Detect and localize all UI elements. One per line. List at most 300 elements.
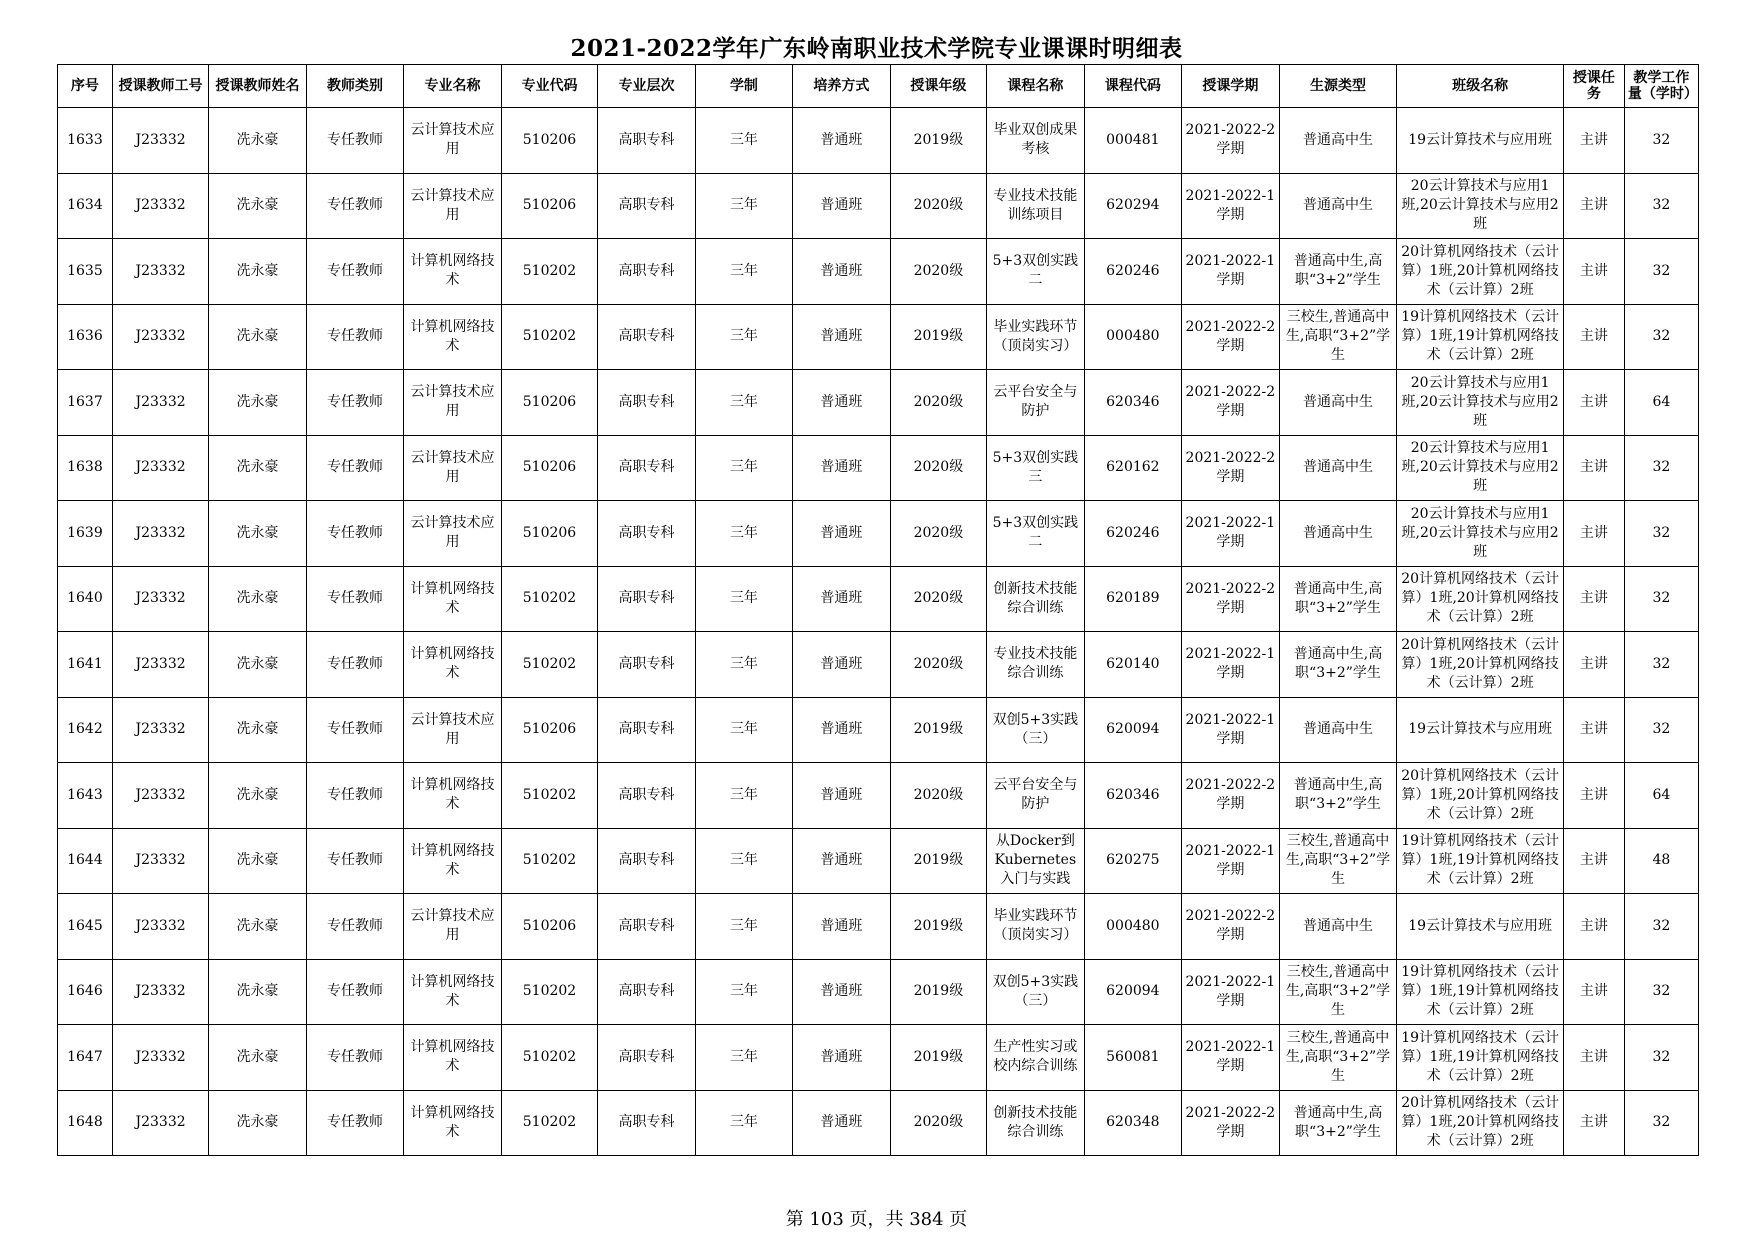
cell-text: 2019级 [913, 983, 964, 1000]
table-cell [1279, 304, 1397, 370]
table-cell [793, 894, 890, 960]
table-cell [501, 632, 597, 698]
table-cell [987, 566, 1084, 632]
cell-text: 专任教师 [327, 590, 384, 607]
cell-text: 计算机网络技术 [410, 580, 495, 616]
cell-text: J23332 [135, 459, 186, 476]
cell-text: 主讲 [1579, 721, 1608, 738]
table-cell [890, 108, 986, 174]
cell-text: 三年 [729, 852, 758, 869]
column-header: 培养方式 [793, 65, 890, 108]
table-cell [501, 697, 597, 763]
cell-text: 云计算技术应用 [410, 908, 495, 944]
table-cell [209, 108, 306, 174]
cell-text: 普通班 [820, 786, 863, 803]
table-cell [58, 501, 113, 567]
table-cell [1084, 697, 1181, 763]
cell-text: 冼永豪 [236, 393, 279, 410]
table-cell [1563, 632, 1624, 698]
cell-text: 计算机网络技术 [410, 842, 495, 878]
table-cell [1624, 894, 1698, 960]
cell-text: 620346 [1106, 786, 1160, 803]
cell-text: 专任教师 [327, 983, 384, 1000]
table-cell [112, 566, 208, 632]
cell-text: 2021-2022-2学期 [1185, 318, 1276, 354]
cell-text: 高职专科 [618, 131, 675, 148]
cell-text: 云计算技术应用 [410, 384, 495, 420]
table-cell [1397, 894, 1564, 960]
column-header: 序号 [58, 65, 113, 108]
cell-text: 1633 [67, 131, 103, 148]
cell-text: 510206 [522, 524, 577, 541]
table-cell [1563, 697, 1624, 763]
cell-text: 2021-2022-1学期 [1185, 711, 1276, 747]
table-cell [1563, 763, 1624, 829]
cell-text: 20云计算技术与应用1班,20云计算技术与应用2班 [1401, 440, 1559, 495]
table-cell [793, 632, 890, 698]
cell-text: 毕业实践环节（顶岗实习） [993, 908, 1078, 944]
table-cell [1624, 959, 1698, 1025]
cell-text: 冼永豪 [236, 721, 279, 738]
table-row [58, 108, 1699, 174]
table-cell [112, 697, 208, 763]
cell-text: 创新技术技能综合训练 [993, 580, 1078, 616]
table-cell [1563, 1090, 1624, 1156]
table-cell [112, 370, 208, 436]
table-cell [501, 763, 597, 829]
table-cell [209, 304, 306, 370]
cell-text: 专任教师 [327, 1114, 384, 1131]
table-cell [1624, 370, 1698, 436]
table-cell [112, 828, 208, 894]
table-cell [404, 894, 501, 960]
cell-text: 32 [1652, 328, 1671, 345]
cell-text: 2021-2022-2学期 [1185, 1104, 1276, 1140]
cell-text: 普通高中生,高职“3+2”学生 [1293, 777, 1383, 813]
cell-text: 普通班 [820, 524, 863, 541]
table-cell [58, 435, 113, 501]
table-cell [1084, 239, 1181, 305]
table-cell [890, 1090, 986, 1156]
cell-text: 510206 [522, 459, 577, 476]
cell-text: 5+3双创实践二 [992, 253, 1079, 289]
cell-text: 三年 [729, 328, 758, 345]
table-cell [1624, 304, 1698, 370]
table-cell [1084, 370, 1181, 436]
cell-text: 普通班 [820, 393, 863, 410]
table-cell [1397, 1025, 1564, 1091]
cell-text: 高职专科 [618, 524, 675, 541]
table-cell [1624, 501, 1698, 567]
cell-text: 620189 [1106, 590, 1160, 607]
table-cell [58, 173, 113, 239]
table-cell [1624, 1025, 1698, 1091]
cell-text: 48 [1652, 852, 1671, 869]
table-cell [306, 173, 403, 239]
table-cell [793, 697, 890, 763]
table-cell [1182, 763, 1279, 829]
cell-text: 20计算机网络技术（云计算）1班,20计算机网络技术（云计算）2班 [1401, 1095, 1560, 1150]
table-cell [1563, 501, 1624, 567]
cell-text: 高职专科 [618, 459, 675, 476]
column-header: 专业名称 [404, 65, 501, 108]
cell-text: J23332 [135, 1114, 186, 1131]
cell-text: 专任教师 [327, 721, 384, 738]
table-cell [1397, 304, 1564, 370]
cell-text: 20云计算技术与应用1班,20云计算技术与应用2班 [1401, 505, 1559, 560]
table-cell [1182, 173, 1279, 239]
table-cell [58, 894, 113, 960]
cell-text: 2020级 [913, 1114, 964, 1131]
cell-text: 2020级 [913, 524, 964, 541]
column-header: 课程代码 [1084, 65, 1181, 108]
cell-text: 普通班 [820, 721, 863, 738]
cell-text: 20计算机网络技术（云计算）1班,20计算机网络技术（云计算）2班 [1401, 767, 1560, 822]
cell-text: 普通班 [820, 131, 863, 148]
table-cell [1084, 501, 1181, 567]
cell-text: 1636 [67, 328, 103, 345]
cell-text: 冼永豪 [236, 262, 279, 279]
table-row [58, 1090, 1699, 1156]
table-cell [306, 108, 403, 174]
cell-text: 1640 [67, 590, 103, 607]
page-number: 第 103 页，共 384 页 [785, 1209, 968, 1230]
table-cell [1084, 894, 1181, 960]
cell-text: 专任教师 [327, 655, 384, 672]
table-cell [890, 632, 986, 698]
cell-text: 计算机网络技术 [410, 1104, 495, 1140]
table-cell [695, 632, 792, 698]
table-cell [501, 108, 597, 174]
cell-text: 三校生,普通高中生,高职“3+2”学生 [1285, 833, 1391, 888]
cell-text: 双创5+3实践（三） [992, 973, 1079, 1009]
table-cell [209, 828, 306, 894]
table-cell [890, 501, 986, 567]
cell-text: 620162 [1106, 459, 1160, 476]
cell-text: 毕业实践环节（顶岗实习） [993, 318, 1078, 354]
table-row [58, 173, 1699, 239]
cell-text: 冼永豪 [236, 917, 279, 934]
cell-text: 三年 [729, 459, 758, 476]
cell-text: 32 [1652, 459, 1671, 476]
cell-text: 普通高中生 [1302, 524, 1373, 541]
table-cell [598, 894, 695, 960]
table-cell [1182, 108, 1279, 174]
table-cell [695, 566, 792, 632]
table-row [58, 828, 1699, 894]
table-cell [1279, 566, 1397, 632]
table-cell [112, 1025, 208, 1091]
cell-text: 三年 [729, 1048, 758, 1065]
cell-text: 19计算机网络技术（云计算）1班,19计算机网络技术（云计算）2班 [1401, 309, 1560, 364]
table-row [58, 959, 1699, 1025]
table-cell [404, 501, 501, 567]
table-cell [695, 894, 792, 960]
cell-text: 2021-2022-1学期 [1185, 1039, 1276, 1075]
table-cell [598, 763, 695, 829]
cell-text: 计算机网络技术 [410, 318, 495, 354]
table-cell [987, 370, 1084, 436]
cell-text: 高职专科 [618, 721, 675, 738]
table-cell [58, 828, 113, 894]
table-cell [1563, 959, 1624, 1025]
table-cell [987, 501, 1084, 567]
cell-text: 000480 [1106, 328, 1160, 345]
table-cell [1084, 1025, 1181, 1091]
cell-text: J23332 [135, 262, 186, 279]
cell-text: 20云计算技术与应用1班,20云计算技术与应用2班 [1401, 178, 1559, 233]
table-cell [1563, 1025, 1624, 1091]
table-cell [112, 435, 208, 501]
table-cell [1182, 370, 1279, 436]
cell-text: 620346 [1106, 393, 1160, 410]
table-cell [58, 763, 113, 829]
table-cell [890, 697, 986, 763]
table-cell [404, 304, 501, 370]
table-cell [1563, 566, 1624, 632]
table-row [58, 501, 1699, 567]
cell-text: 000481 [1106, 131, 1160, 148]
cell-text: 主讲 [1579, 786, 1608, 803]
cell-text: 三年 [729, 917, 758, 934]
table-cell [58, 632, 113, 698]
table-cell [1084, 828, 1181, 894]
page-title: 2021-2022学年广东岭南职业技术学院专业课课时明细表 [570, 35, 1183, 62]
table-cell [209, 1090, 306, 1156]
table-row [58, 239, 1699, 305]
cell-text: 高职专科 [618, 328, 675, 345]
cell-text: 计算机网络技术 [410, 973, 495, 1009]
table-cell [404, 108, 501, 174]
table-row [58, 1025, 1699, 1091]
table-cell [1624, 435, 1698, 501]
cell-text: 生产性实习或校内综合训练 [993, 1039, 1078, 1075]
cell-text: 5+3双创实践二 [992, 515, 1079, 551]
table-cell [1279, 959, 1397, 1025]
table-cell [598, 1090, 695, 1156]
table-cell [793, 763, 890, 829]
cell-text: 510206 [522, 197, 577, 214]
cell-text: 普通高中生 [1302, 197, 1373, 214]
table-cell [58, 108, 113, 174]
cell-text: 2019级 [913, 917, 964, 934]
table-cell [598, 501, 695, 567]
cell-text: 2020级 [913, 459, 964, 476]
table-cell [209, 173, 306, 239]
column-header: 授课学期 [1182, 65, 1279, 108]
cell-text: 620246 [1106, 262, 1160, 279]
cell-text: 2021-2022-1学期 [1185, 187, 1276, 223]
cell-text: 普通班 [820, 262, 863, 279]
table-cell [58, 697, 113, 763]
cell-text: 普通班 [820, 197, 863, 214]
table-cell [987, 108, 1084, 174]
table-cell [793, 1025, 890, 1091]
cell-text: J23332 [135, 1048, 186, 1065]
table-cell [404, 435, 501, 501]
table-cell [598, 959, 695, 1025]
table-cell [793, 239, 890, 305]
table-cell [1624, 828, 1698, 894]
table-cell [1624, 697, 1698, 763]
table-cell [58, 1090, 113, 1156]
cell-text: 冼永豪 [236, 983, 279, 1000]
table-cell [306, 1090, 403, 1156]
cell-text: 19云计算技术与应用班 [1408, 131, 1553, 148]
cell-text: 32 [1652, 197, 1671, 214]
cell-text: 普通班 [820, 459, 863, 476]
table-cell [890, 173, 986, 239]
table-cell [695, 370, 792, 436]
cell-text: 2019级 [913, 1048, 964, 1065]
table-row [58, 894, 1699, 960]
table-cell [1397, 566, 1564, 632]
table-cell [890, 959, 986, 1025]
cell-text: 专业技术技能综合训练 [993, 646, 1078, 682]
table-cell [58, 370, 113, 436]
table-cell [1084, 1090, 1181, 1156]
cell-text: 主讲 [1579, 131, 1608, 148]
table-cell [695, 959, 792, 1025]
table-cell [306, 239, 403, 305]
table-cell [1182, 1025, 1279, 1091]
cell-text: 620094 [1106, 721, 1160, 738]
cell-text: 冼永豪 [236, 786, 279, 803]
table-cell [890, 763, 986, 829]
table-cell [695, 697, 792, 763]
table-cell [404, 828, 501, 894]
cell-text: 高职专科 [618, 197, 675, 214]
table-cell [890, 304, 986, 370]
table-cell [1624, 108, 1698, 174]
table-cell [1563, 239, 1624, 305]
table-cell [112, 1090, 208, 1156]
table-cell [404, 566, 501, 632]
cell-text: 510202 [522, 262, 577, 279]
cell-text: 20计算机网络技术（云计算）1班,20计算机网络技术（云计算）2班 [1401, 243, 1560, 298]
cell-text: 普通班 [820, 852, 863, 869]
table-cell [306, 632, 403, 698]
cell-text: 主讲 [1579, 983, 1608, 1000]
table-cell [306, 763, 403, 829]
table-cell [501, 828, 597, 894]
table-cell [695, 1025, 792, 1091]
table-row [58, 435, 1699, 501]
table-cell [695, 1090, 792, 1156]
cell-text: 1639 [67, 524, 103, 541]
table-cell [987, 763, 1084, 829]
cell-text: 专任教师 [327, 1048, 384, 1065]
table-cell [987, 959, 1084, 1025]
cell-text: 1644 [67, 852, 103, 869]
table-cell [306, 697, 403, 763]
table-cell [987, 632, 1084, 698]
cell-text: 专任教师 [327, 852, 384, 869]
cell-text: J23332 [135, 983, 186, 1000]
table-cell [1084, 763, 1181, 829]
table-cell [793, 828, 890, 894]
table-cell [404, 239, 501, 305]
cell-text: 1642 [67, 721, 103, 738]
table-cell [501, 173, 597, 239]
table-cell [1624, 173, 1698, 239]
table-cell [890, 435, 986, 501]
table-cell [1624, 763, 1698, 829]
cell-text: 毕业双创成果考核 [993, 122, 1078, 158]
cell-text: 云计算技术应用 [410, 515, 495, 551]
cell-text: 32 [1652, 590, 1671, 607]
table-cell [598, 239, 695, 305]
table-cell [1279, 173, 1397, 239]
table-cell [890, 894, 986, 960]
table-cell [1084, 632, 1181, 698]
table-row [58, 697, 1699, 763]
table-cell [695, 501, 792, 567]
table-row [58, 763, 1699, 829]
cell-text: J23332 [135, 852, 186, 869]
table-cell [598, 173, 695, 239]
table-cell [793, 501, 890, 567]
cell-text: 冼永豪 [236, 655, 279, 672]
cell-text: 19云计算技术与应用班 [1408, 917, 1553, 934]
table-cell [598, 828, 695, 894]
table-cell [793, 304, 890, 370]
table-cell [695, 304, 792, 370]
table-cell [1279, 1090, 1397, 1156]
cell-text: 510202 [522, 983, 577, 1000]
cell-text: 专业技术技能训练项目 [993, 187, 1078, 223]
table-cell [1279, 1025, 1397, 1091]
cell-text: 2020级 [913, 262, 964, 279]
table-cell [890, 370, 986, 436]
cell-text: 32 [1652, 721, 1671, 738]
table-cell [890, 828, 986, 894]
table-cell [58, 1025, 113, 1091]
cell-text: 主讲 [1579, 590, 1608, 607]
table-cell [112, 173, 208, 239]
cell-text: 1638 [67, 459, 103, 476]
cell-text: J23332 [135, 721, 186, 738]
cell-text: 三年 [729, 197, 758, 214]
cell-text: 冼永豪 [236, 1114, 279, 1131]
cell-text: 普通高中生,高职“3+2”学生 [1293, 580, 1383, 616]
cell-text: 2021-2022-2学期 [1185, 777, 1276, 813]
cell-text: 主讲 [1579, 655, 1608, 672]
cell-text: 2019级 [913, 328, 964, 345]
table-cell [1397, 763, 1564, 829]
table-cell [1397, 435, 1564, 501]
cell-text: 510202 [522, 590, 577, 607]
cell-text: 冼永豪 [236, 1048, 279, 1065]
table-cell [1279, 632, 1397, 698]
cell-text: 510206 [522, 917, 577, 934]
table-cell [1397, 173, 1564, 239]
cell-text: 普通班 [820, 1048, 863, 1065]
table-cell [112, 959, 208, 1025]
cell-text: 2021-2022-1学期 [1185, 253, 1276, 289]
cell-text: 云计算技术应用 [410, 187, 495, 223]
table-cell [1279, 239, 1397, 305]
table-cell [598, 435, 695, 501]
cell-text: 510202 [522, 786, 577, 803]
table-cell [501, 1090, 597, 1156]
table-cell [404, 959, 501, 1025]
table-cell [1397, 828, 1564, 894]
column-header: 授课年级 [890, 65, 986, 108]
cell-text: 1643 [67, 786, 103, 803]
table-cell [1563, 894, 1624, 960]
table-cell [1563, 304, 1624, 370]
